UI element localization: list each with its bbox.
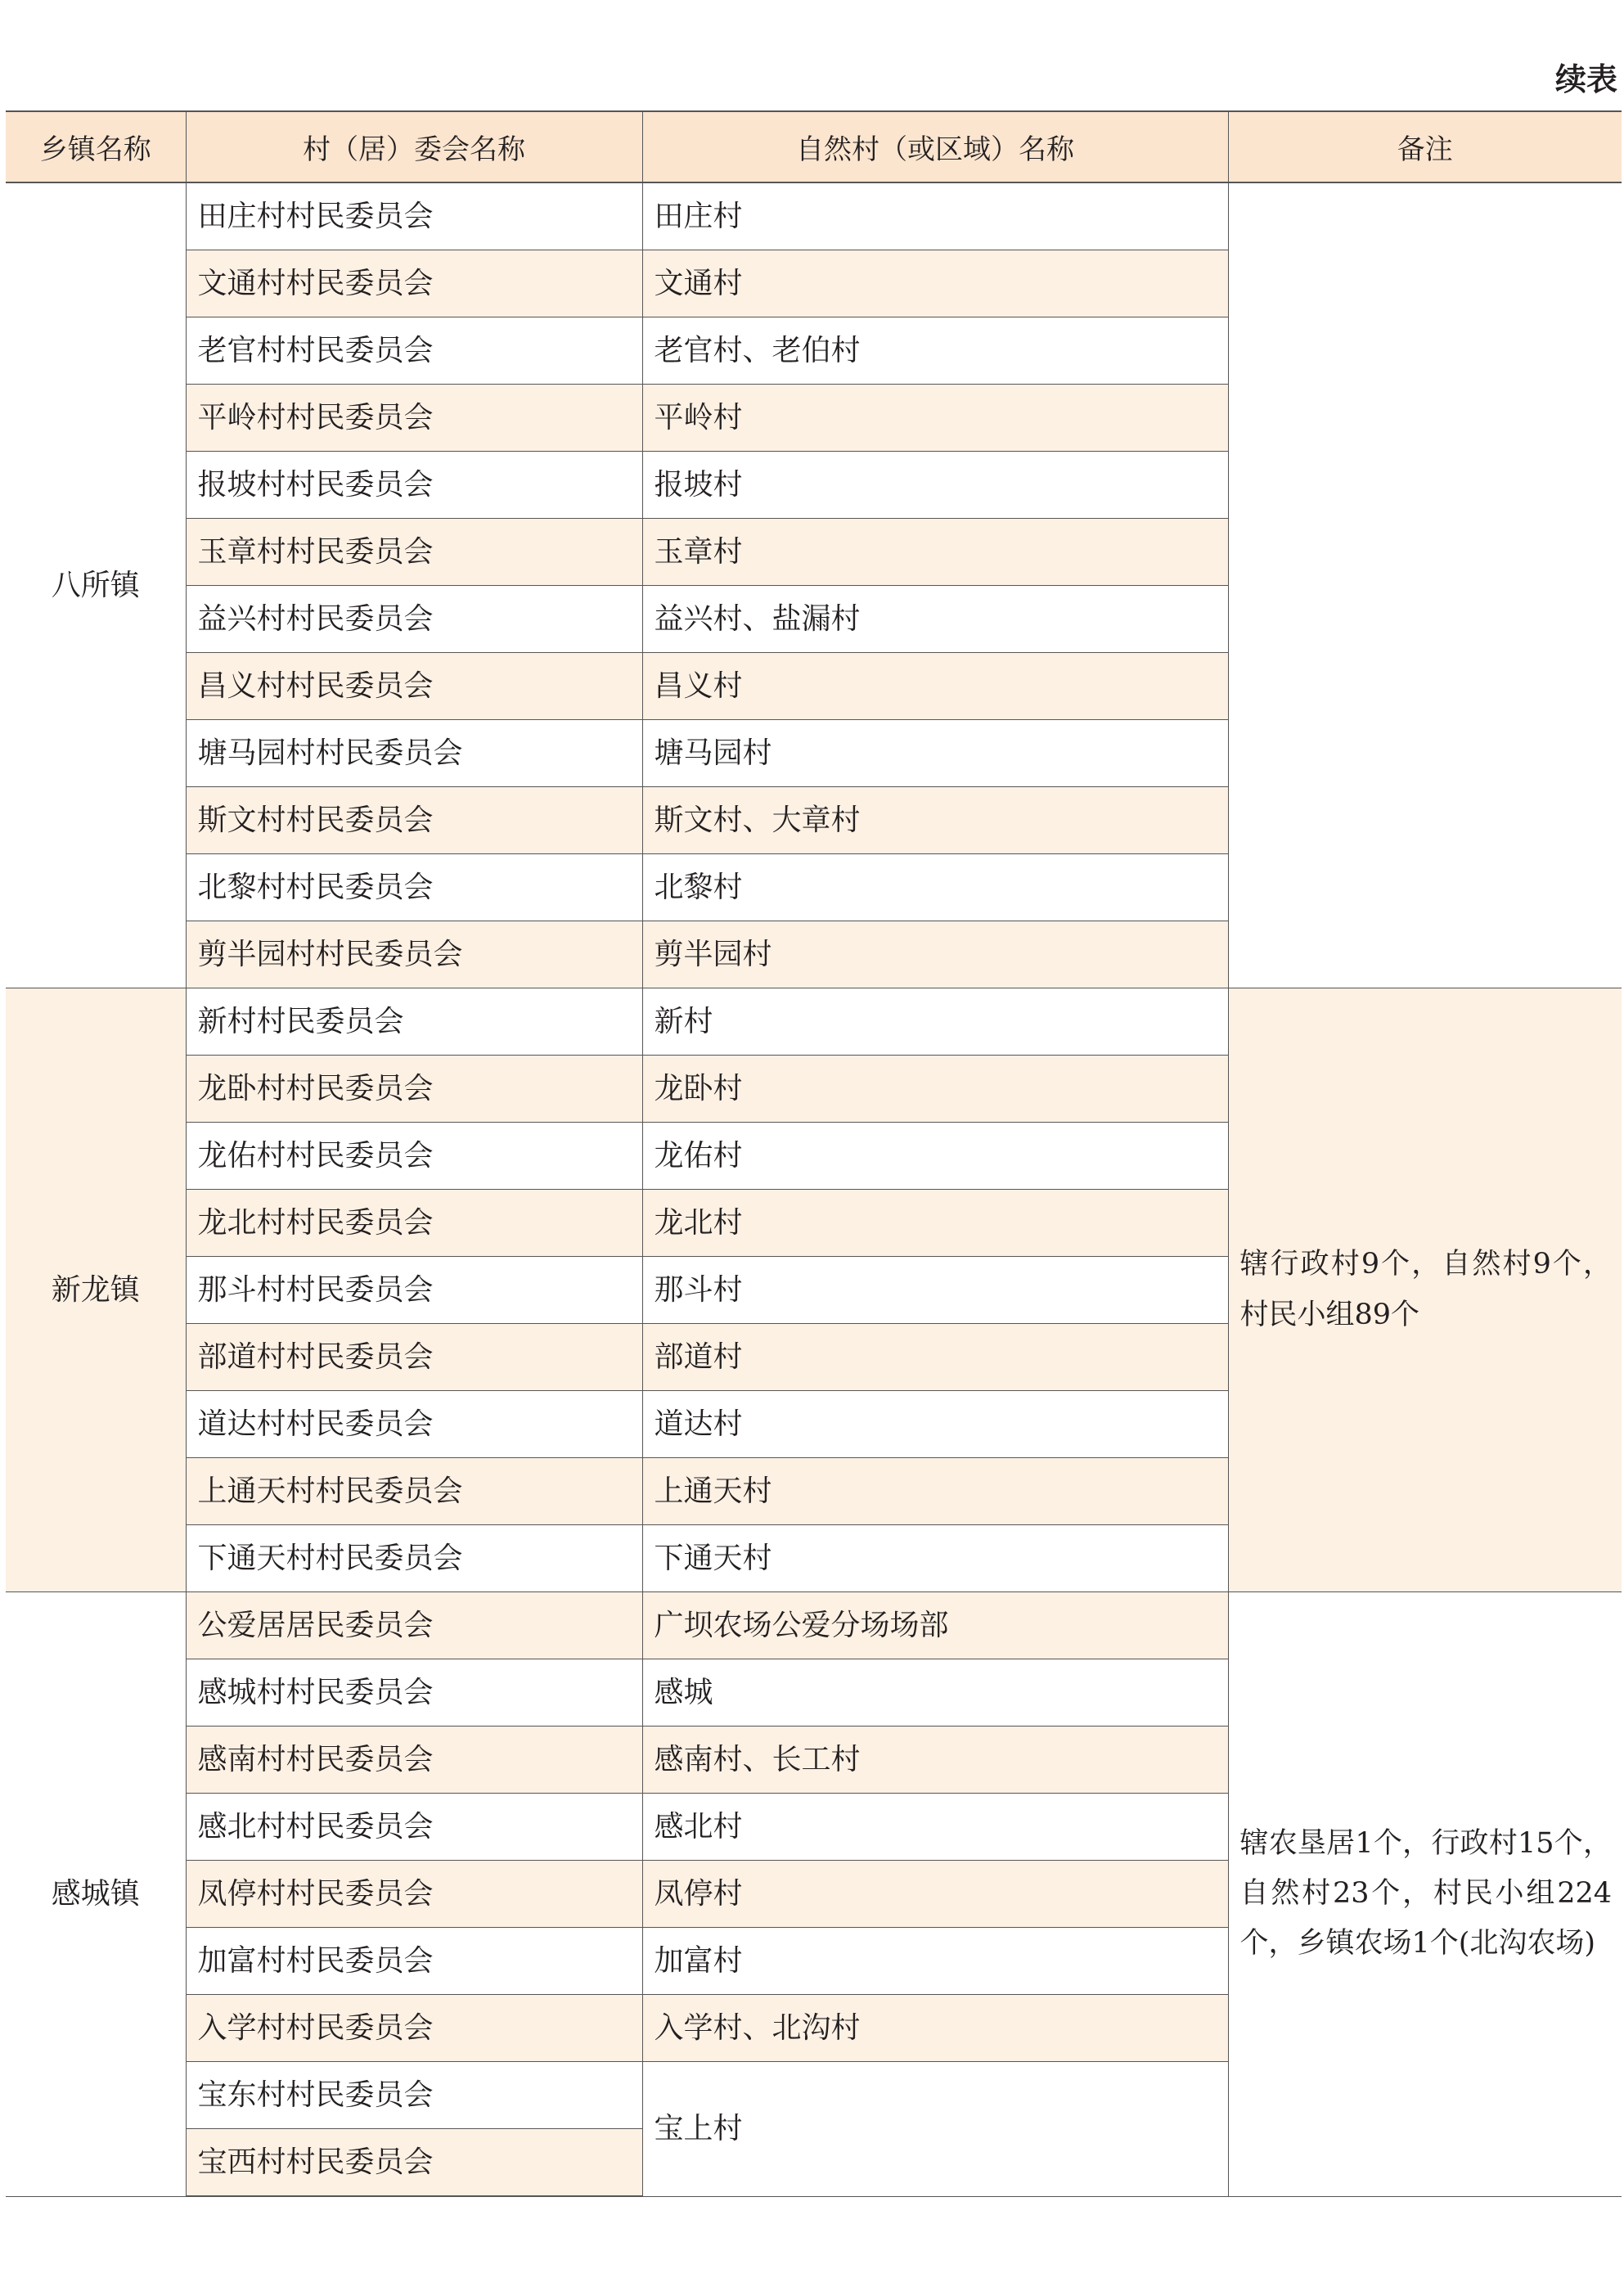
village-committee-table: [6, 110, 1622, 2197]
continued-table-label: 续表: [1554, 61, 1617, 97]
committee-name: 加富村村民委员会: [186, 1928, 642, 1995]
committee-name: 感北村村民委员会: [186, 1794, 642, 1861]
committee-name: 昌义村村民委员会: [186, 653, 642, 720]
natural-village-name: 凤停村: [642, 1861, 1228, 1928]
header-town: 乡镇名称: [6, 111, 186, 182]
table-row: [6, 988, 1622, 1056]
committee-name: 斯文村村民委员会: [186, 787, 642, 854]
header-remarks: 备注: [1228, 111, 1622, 182]
committee-name: 感南村村民委员会: [186, 1727, 642, 1794]
natural-village-name: 龙佑村: [642, 1123, 1228, 1190]
natural-village-name: 田庄村: [642, 182, 1228, 250]
committee-name: 塘马园村村民委员会: [186, 720, 642, 787]
natural-village-name: 龙北村: [642, 1190, 1228, 1257]
town-name-gancheng: 感城镇: [6, 1592, 186, 2197]
town-name-xinlong: 新龙镇: [6, 988, 186, 1592]
remarks-gancheng: 辖农垦居1个，行政村15个，自然村23个，村民小组224个，乡镇农场1个(北沟农场): [1228, 1592, 1622, 2197]
committee-name: 宝西村村民委员会: [186, 2129, 642, 2197]
natural-village-name: 斯文村、大章村: [642, 787, 1228, 854]
table-header-row: [6, 111, 1622, 182]
natural-village-name: 入学村、北沟村: [642, 1995, 1228, 2062]
natural-village-name: 剪半园村: [642, 921, 1228, 988]
committee-name: 宝东村村民委员会: [186, 2062, 642, 2129]
header-committee: 村（居）委会名称: [186, 111, 642, 182]
committee-name: 上通天村村民委员会: [186, 1458, 642, 1525]
committee-name: 凤停村村民委员会: [186, 1861, 642, 1928]
natural-village-name: 新村: [642, 988, 1228, 1056]
natural-village-name: 报坡村: [642, 452, 1228, 519]
committee-name: 玉章村村民委员会: [186, 519, 642, 586]
remarks-basuo: [1228, 182, 1622, 988]
natural-village-name: 平岭村: [642, 385, 1228, 452]
natural-village-name: 上通天村: [642, 1458, 1228, 1525]
natural-village-name: 文通村: [642, 250, 1228, 317]
natural-village-name: 感南村、长工村: [642, 1727, 1228, 1794]
committee-name: 北黎村村民委员会: [186, 854, 642, 921]
committee-name: 老官村村民委员会: [186, 317, 642, 385]
committee-name: 平岭村村民委员会: [186, 385, 642, 452]
natural-village-name: 道达村: [642, 1391, 1228, 1458]
town-name-basuo: 八所镇: [6, 182, 186, 988]
committee-name: 部道村村民委员会: [186, 1324, 642, 1391]
natural-village-name: 那斗村: [642, 1257, 1228, 1324]
remarks-xinlong: 辖行政村9个，自然村9个，村民小组89个: [1228, 988, 1622, 1592]
committee-name: 入学村村民委员会: [186, 1995, 642, 2062]
committee-name: 感城村村民委员会: [186, 1659, 642, 1727]
natural-village-name: 昌义村: [642, 653, 1228, 720]
committee-name: 那斗村村民委员会: [186, 1257, 642, 1324]
natural-village-name: 感城: [642, 1659, 1228, 1727]
natural-village-name: 加富村: [642, 1928, 1228, 1995]
natural-village-name: 老官村、老伯村: [642, 317, 1228, 385]
natural-village-name: 北黎村: [642, 854, 1228, 921]
natural-village-name: 感北村: [642, 1794, 1228, 1861]
committee-name: 公爱居居民委员会: [186, 1592, 642, 1659]
natural-village-name: 塘马园村: [642, 720, 1228, 787]
natural-village-name: 广坝农场公爱分场场部: [642, 1592, 1228, 1659]
header-natural-village: 自然村（或区域）名称: [642, 111, 1228, 182]
table-row: [6, 1592, 1622, 1659]
committee-name: 剪半园村村民委员会: [186, 921, 642, 988]
committee-name: 下通天村村民委员会: [186, 1525, 642, 1592]
committee-name: 文通村村民委员会: [186, 250, 642, 317]
committee-name: 龙北村村民委员会: [186, 1190, 642, 1257]
committee-name: 龙佑村村民委员会: [186, 1123, 642, 1190]
natural-village-name: 宝上村: [642, 2062, 1228, 2197]
committee-name: 龙卧村村民委员会: [186, 1056, 642, 1123]
committee-name: 报坡村村民委员会: [186, 452, 642, 519]
committee-name: 田庄村村民委员会: [186, 182, 642, 250]
natural-village-name: 部道村: [642, 1324, 1228, 1391]
natural-village-name: 益兴村、盐漏村: [642, 586, 1228, 653]
committee-name: 益兴村村民委员会: [186, 586, 642, 653]
natural-village-name: 玉章村: [642, 519, 1228, 586]
committee-name: 道达村村民委员会: [186, 1391, 642, 1458]
natural-village-name: 下通天村: [642, 1525, 1228, 1592]
natural-village-name: 龙卧村: [642, 1056, 1228, 1123]
table-row: [6, 182, 1622, 250]
committee-name: 新村村民委员会: [186, 988, 642, 1056]
